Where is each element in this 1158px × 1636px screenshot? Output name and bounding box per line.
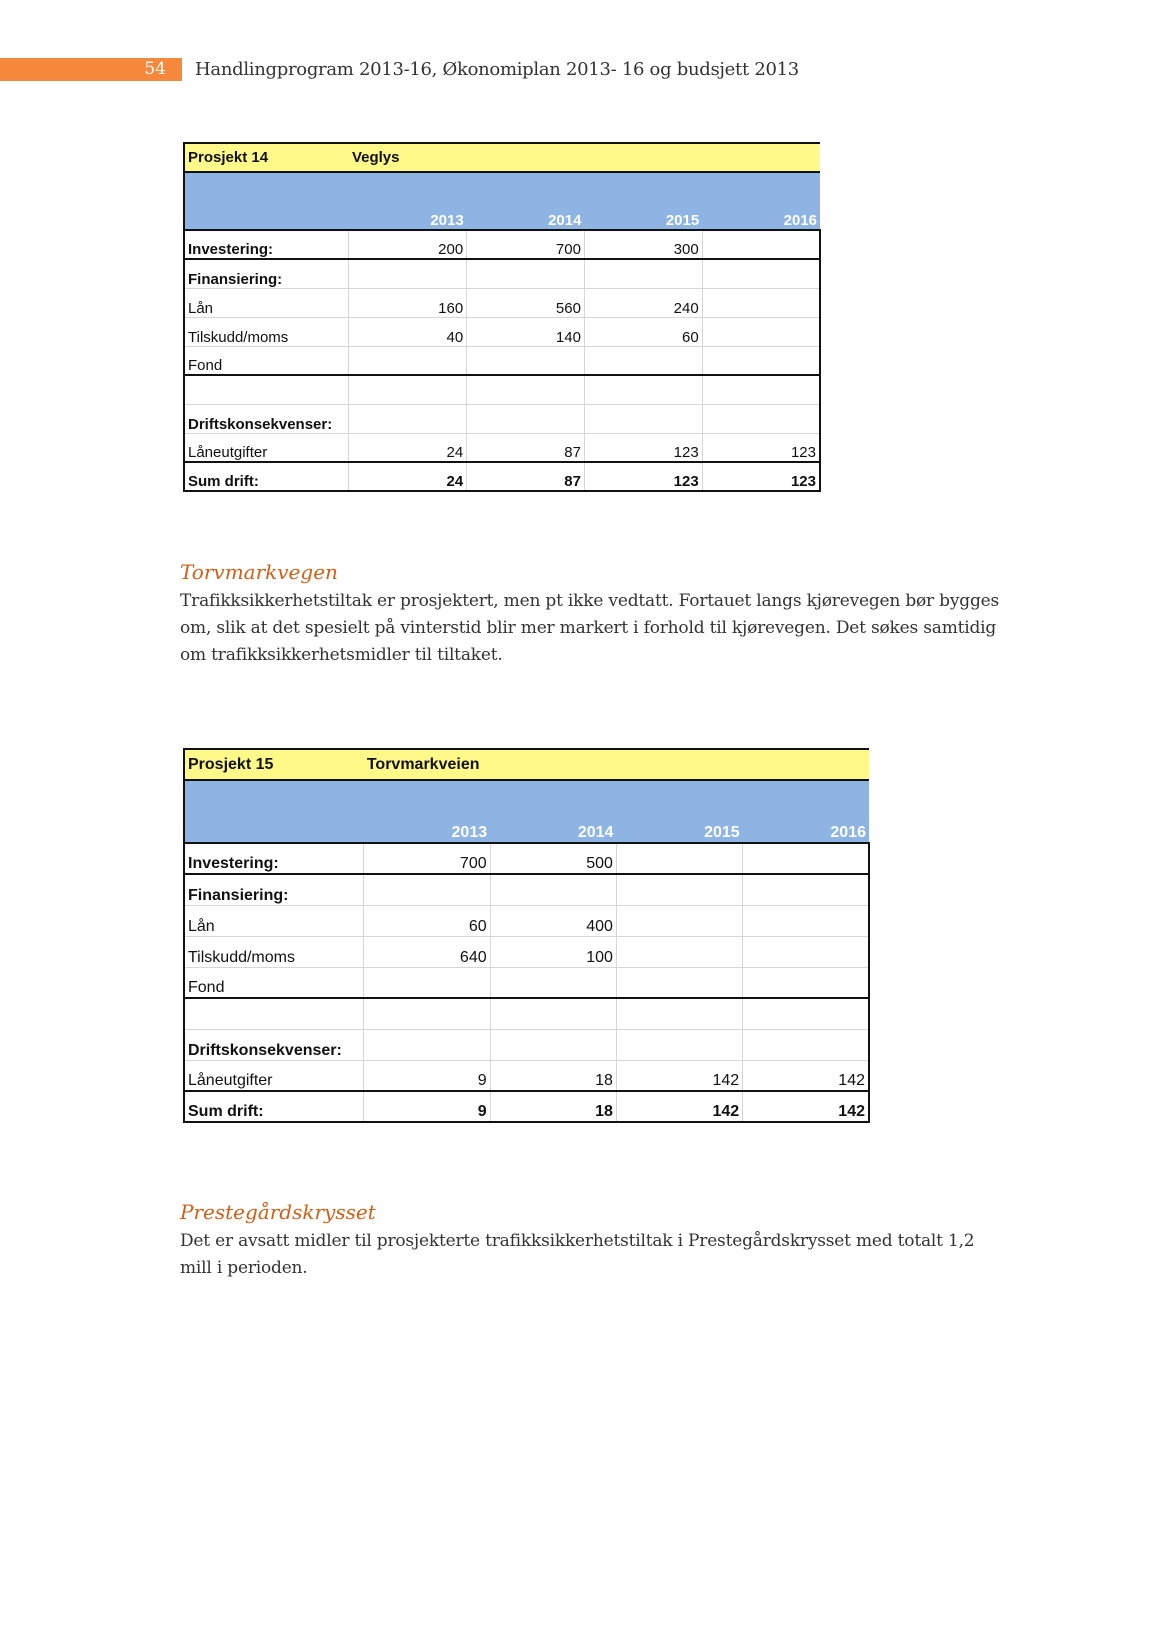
cell: 87 [467,433,585,462]
table-row [184,1060,869,1091]
table-row [184,259,820,288]
cell: 560 [467,288,585,317]
table-row [184,936,869,967]
table-row [184,874,869,905]
cell: 142 [743,1060,869,1091]
section-title-torvmarkvegen: Torvmarkvegen [180,560,338,584]
cell: 142 [616,1091,742,1122]
table-row [184,1029,869,1060]
cell: 700 [364,843,490,874]
cell: 160 [349,288,467,317]
cell: 123 [584,462,702,491]
cell: 140 [467,317,585,346]
row-label: Lån [184,288,349,317]
row-label: Driftskonsekvenser: [184,1029,364,1060]
sum-row [184,1091,869,1122]
row-label: Tilskudd/moms [184,317,349,346]
project-14-table [183,142,821,492]
cell: 240 [584,288,702,317]
cell: 400 [490,905,616,936]
table-row [184,346,820,375]
row-label: Låneutgifter [184,1060,364,1091]
table-title-row [184,749,869,780]
cell [743,905,869,936]
cell [616,843,742,874]
project-label: Prosjekt 15 [184,749,364,780]
table-row [184,404,820,433]
cell: 24 [349,433,467,462]
table-row [184,230,820,259]
section-body-prestegardskrysset: Det er avsatt midler til prosjekterte trafikksikkerhetstiltak i Prestegårdskrysset med totalt 1,2 mill i perioden. [180,1231,975,1278]
cell [702,317,820,346]
year-header: 2014 [490,780,616,843]
row-label: Sum drift: [184,462,349,491]
sum-row [184,462,820,491]
year-header: 2015 [584,172,702,230]
row-label: Fond [184,967,364,998]
section-body-torvmarkvegen: Trafikksikkerhetstiltak er prosjektert, men pt ikke vedtatt. Fortauet langs kjørevegen bør bygges om, slik at det spesielt på vinterstid blir mer markert i forhold til kjørevegen. Det søkes samtidig om trafikksikkerhetsmidler til tiltaket. [180,591,1000,665]
table-row-empty [184,998,869,1029]
cell: 24 [349,462,467,491]
year-header: 2013 [364,780,490,843]
cell: 40 [349,317,467,346]
table-row [184,288,820,317]
cell: 18 [490,1060,616,1091]
project-label: Prosjekt 14 [184,143,349,172]
cell: 60 [364,905,490,936]
cell: 200 [349,230,467,259]
table-row [184,433,820,462]
year-header: 2013 [349,172,467,230]
row-label: Finansiering: [184,259,349,288]
row-label: Tilskudd/moms [184,936,364,967]
cell: 100 [490,936,616,967]
project-name: Torvmarkveien [364,749,869,780]
cell: 9 [364,1091,490,1122]
table-row [184,317,820,346]
year-header-row [184,172,820,230]
cell: 87 [467,462,585,491]
table-row [184,843,869,874]
cell [702,288,820,317]
row-label: Fond [184,346,349,375]
cell: 123 [584,433,702,462]
year-header: 2014 [467,172,585,230]
row-label: Finansiering: [184,874,364,905]
year-header: 2016 [702,172,820,230]
cell [743,843,869,874]
cell: 60 [584,317,702,346]
cell: 9 [364,1060,490,1091]
cell [616,936,742,967]
page-number: 54 [144,59,166,79]
cell: 123 [702,462,820,491]
cell [702,230,820,259]
cell: 18 [490,1091,616,1122]
cell: 142 [616,1060,742,1091]
row-label: Investering: [184,843,364,874]
project-15-table [183,748,870,1123]
running-header-title: Handlingprogram 2013-16, Økonomiplan 2013- 16 og budsjett 2013 [195,59,799,80]
cell: 700 [467,230,585,259]
cell: 500 [490,843,616,874]
row-label: Driftskonsekvenser: [184,404,349,433]
cell [616,905,742,936]
table-row [184,905,869,936]
table-row [184,967,869,998]
year-header: 2016 [743,780,869,843]
row-label: Sum drift: [184,1091,364,1122]
cell: 142 [743,1091,869,1122]
cell: 123 [702,433,820,462]
project-name: Veglys [349,143,820,172]
cell: 640 [364,936,490,967]
row-label: Lån [184,905,364,936]
section-title-prestegardskrysset: Prestegårdskrysset [180,1200,376,1224]
table-title-row [184,143,820,172]
year-header-row [184,780,869,843]
cell: 300 [584,230,702,259]
row-label: Investering: [184,230,349,259]
row-label: Låneutgifter [184,433,349,462]
cell [743,936,869,967]
year-header: 2015 [616,780,742,843]
table-row-empty [184,375,820,404]
